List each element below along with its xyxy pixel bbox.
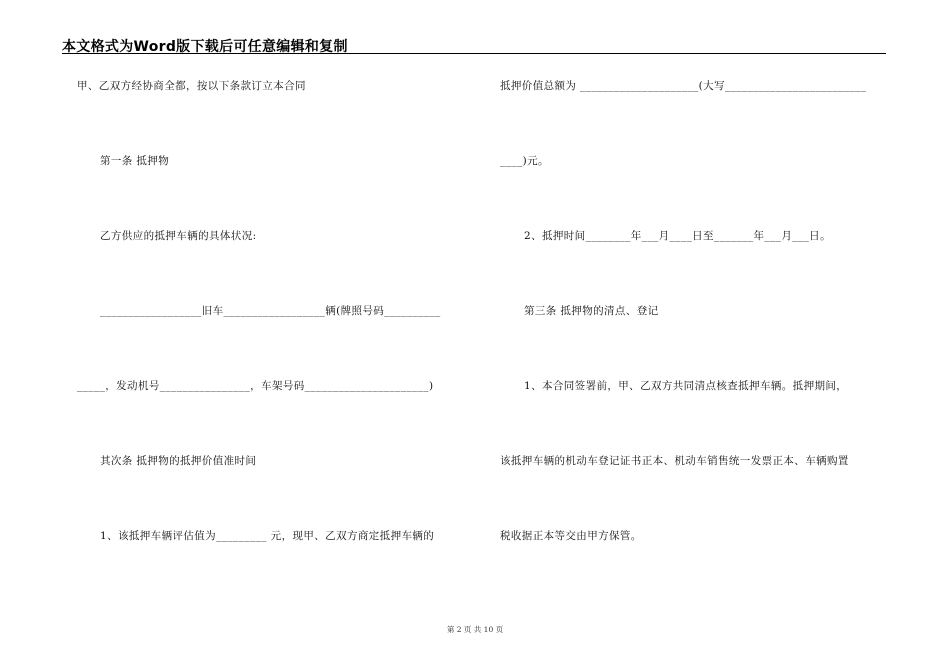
paragraph: ____)元。: [500, 155, 549, 167]
section-heading: 第一条 抵押物: [100, 155, 170, 167]
paragraph: 甲、乙双方经协商全都，按以下条款订立本合同: [77, 80, 306, 92]
page-number: 第 2 页 共 10 页: [446, 625, 504, 634]
paragraph: __________________旧车__________________辆(牌照号码__________: [100, 305, 441, 317]
paragraph: 该抵押车辆的机动车登记证书正本、机动车销售统一发票正本、车辆购置: [500, 455, 849, 467]
paragraph: 税收据正本等交由甲方保管。: [500, 530, 642, 542]
paragraph: 1、本合同签署前，甲、乙双方共同清点核查抵押车辆。抵押期间，: [524, 380, 848, 392]
paragraph: 抵押价值总额为 _____________________(大写_________________________: [500, 80, 867, 92]
paragraph: 1、该抵押车辆评估值为_________ 元，现甲、乙双方商定抵押车辆的: [100, 530, 435, 542]
paragraph: _____，发动机号________________，车架号码______________________): [77, 380, 434, 392]
paragraph: 2、抵押时间________年___月____日至_______年___月___日。: [524, 230, 831, 242]
document-header-title: 本文格式为Word版下载后可任意编辑和复制: [62, 39, 348, 55]
paragraph: 乙方供应的抵押车辆的具体状况:: [100, 230, 257, 242]
section-heading: 其次条 抵押物的抵押价值准时间: [100, 455, 257, 467]
header-divider: [62, 53, 886, 54]
section-heading: 第三条 抵押物的清点、登记: [524, 305, 659, 317]
